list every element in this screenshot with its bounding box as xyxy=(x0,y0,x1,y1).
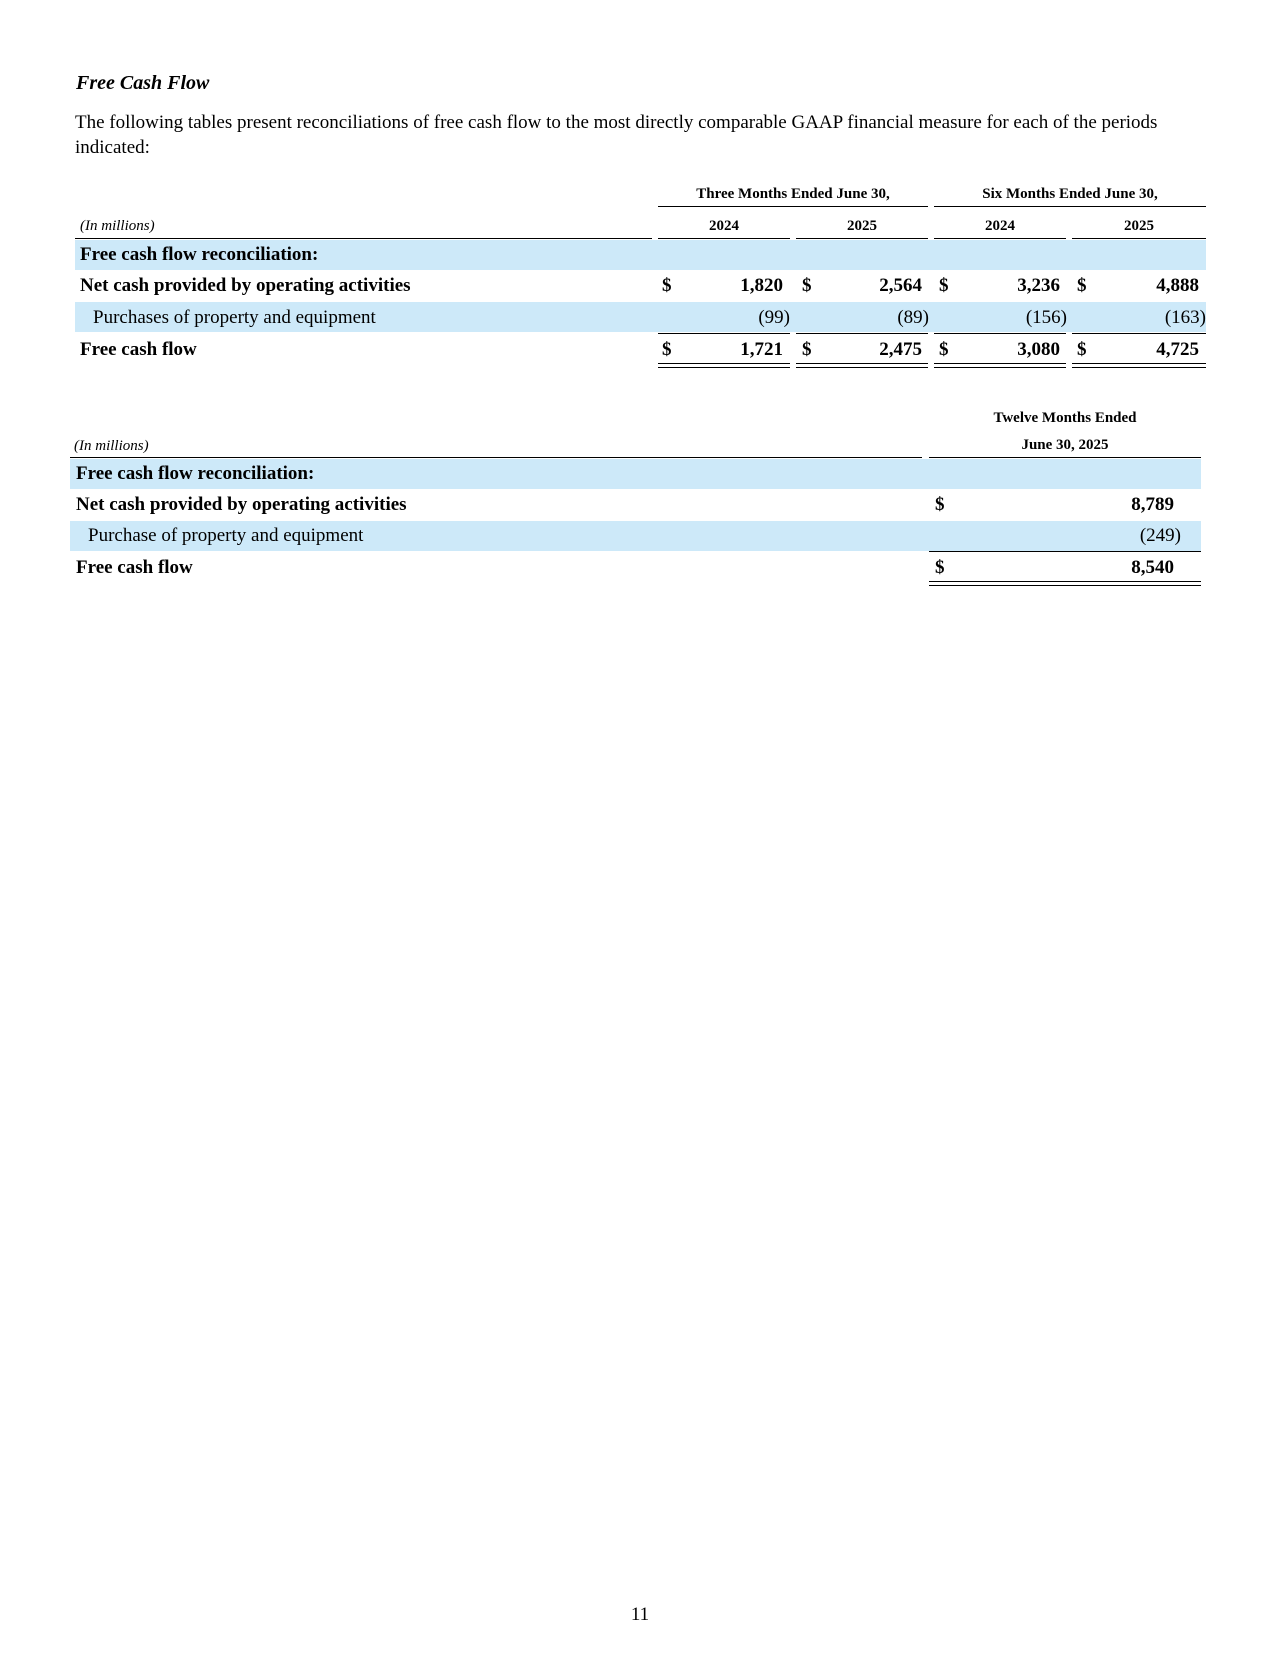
currency-symbol: $ xyxy=(939,339,949,360)
header-rule xyxy=(70,457,922,458)
currency-symbol: $ xyxy=(1077,275,1087,296)
total-double-rule xyxy=(929,581,1201,586)
header-rule xyxy=(658,238,790,239)
row-label: Purchase of property and equipment xyxy=(88,525,364,546)
currency-symbol: $ xyxy=(939,275,949,296)
unit-label: (In millions) xyxy=(80,218,155,234)
cell-value: (99) xyxy=(758,307,790,328)
row-label: Purchases of property and equipment xyxy=(93,307,376,328)
page-number: 11 xyxy=(630,1604,650,1625)
intro-paragraph: The following tables present reconciliations of free cash flow to the most directly comparable GAAP financial measure for each of the periods indicated: xyxy=(75,112,1158,158)
unit-label: (In millions) xyxy=(74,438,149,454)
currency-symbol: $ xyxy=(935,494,945,515)
group-header-three-months: Three Months Ended June 30, xyxy=(696,186,890,202)
year-header: 2024 xyxy=(709,218,739,234)
group-header-six-months: Six Months Ended June 30, xyxy=(982,186,1158,202)
header-rule xyxy=(934,206,1206,207)
header-rule xyxy=(934,238,1066,239)
header-rule xyxy=(1072,238,1206,239)
year-header: 2025 xyxy=(847,218,877,234)
section-label: Free cash flow reconciliation: xyxy=(76,463,315,484)
total-double-rule xyxy=(1072,363,1206,368)
header-rule xyxy=(929,457,1201,458)
cell-value: (156) xyxy=(1025,307,1067,328)
header-rule xyxy=(658,206,928,207)
row-label: Net cash provided by operating activities xyxy=(76,494,407,515)
cell-value: 1,721 xyxy=(740,339,783,360)
period-header: Twelve Months Ended xyxy=(993,410,1137,426)
currency-symbol: $ xyxy=(662,275,672,296)
subtotal-rule xyxy=(1072,333,1206,334)
section-label: Free cash flow reconciliation: xyxy=(80,244,319,265)
cell-value: 1,820 xyxy=(740,275,783,296)
cell-value: (163) xyxy=(1164,307,1206,328)
cell-value: 2,564 xyxy=(879,275,922,296)
currency-symbol: $ xyxy=(662,339,672,360)
cell-value: 3,080 xyxy=(1017,339,1060,360)
cell-value: 2,475 xyxy=(879,339,922,360)
currency-symbol: $ xyxy=(1077,339,1087,360)
row-label: Net cash provided by operating activities xyxy=(80,275,411,296)
currency-symbol: $ xyxy=(935,557,945,578)
year-header: 2025 xyxy=(1124,218,1154,234)
subtotal-rule xyxy=(658,333,790,334)
subtotal-rule xyxy=(796,333,928,334)
subtotal-rule xyxy=(934,333,1066,334)
period-header: June 30, 2025 xyxy=(1021,437,1109,453)
cell-value: 8,789 xyxy=(1131,494,1174,515)
currency-symbol: $ xyxy=(802,339,812,360)
cell-value: 8,540 xyxy=(1131,557,1174,578)
header-rule xyxy=(796,238,928,239)
row-label: Free cash flow xyxy=(80,339,197,360)
section-heading: Free Cash Flow xyxy=(76,72,210,94)
cell-value: 3,236 xyxy=(1017,275,1060,296)
subtotal-rule xyxy=(929,551,1201,552)
year-header: 2024 xyxy=(985,218,1015,234)
currency-symbol: $ xyxy=(802,275,812,296)
header-rule xyxy=(75,238,652,239)
total-double-rule xyxy=(934,363,1066,368)
total-double-rule xyxy=(658,363,790,368)
cell-value: 4,725 xyxy=(1156,339,1199,360)
cell-value: (249) xyxy=(1139,525,1181,546)
row-label: Free cash flow xyxy=(76,557,193,578)
total-double-rule xyxy=(796,363,928,368)
cell-value: (89) xyxy=(897,307,929,328)
cell-value: 4,888 xyxy=(1156,275,1199,296)
